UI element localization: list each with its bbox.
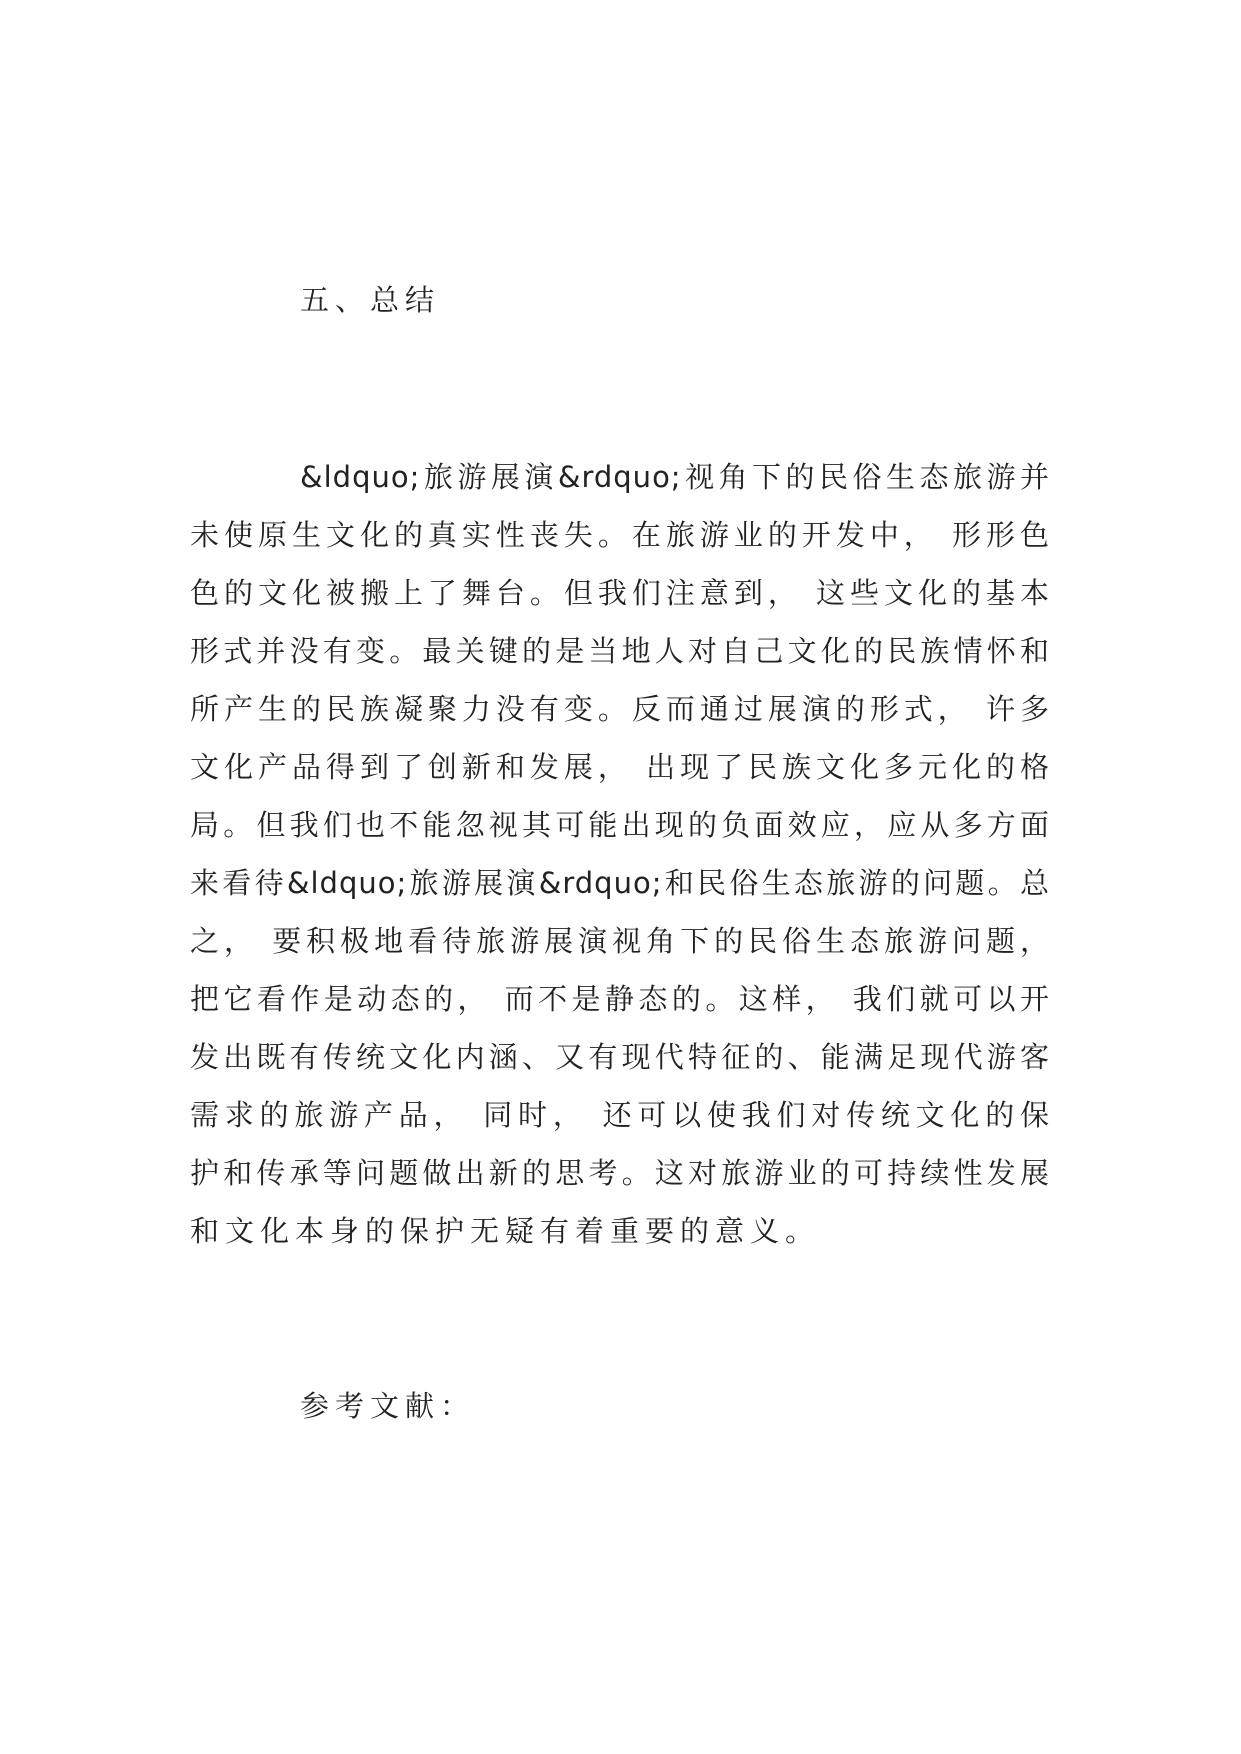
- paragraph-line: 和文化本身的保护无疑有着重要的意义。: [190, 1214, 821, 1248]
- references-heading: 参考文献：: [300, 1389, 476, 1423]
- body-paragraph: [190, 448, 1050, 1260]
- paragraph-line: 之， 要积极地看待旅游展演视角下的民俗生态旅游问题，: [190, 924, 1050, 958]
- paragraph-line: 文化产品得到了创新和发展， 出现了民族文化多元化的格: [190, 750, 1050, 784]
- paragraph-line: 护和传承等问题做出新的思考。这对旅游业的可持续性发展: [190, 1156, 1050, 1190]
- paragraph-line: 未使原生文化的真实性丧失。在旅游业的开发中， 形形色: [190, 518, 1050, 552]
- paragraph-line: &ldquo;旅游展演&rdquo;视角下的民俗生态旅游并: [300, 460, 1050, 494]
- paragraph-line: 需求的旅游产品， 同时， 还可以使我们对传统文化的保: [190, 1098, 1050, 1132]
- paragraph-line: 来看待&ldquo;旅游展演&rdquo;和民俗生态旅游的问题。总: [190, 866, 1050, 900]
- paragraph-line: 形式并没有变。最关键的是当地人对自己文化的民族情怀和: [190, 634, 1050, 668]
- paragraph-line: 发出既有传统文化内涵、又有现代特征的、能满足现代游客: [190, 1040, 1050, 1074]
- paragraph-line: 所产生的民族凝聚力没有变。反而通过展演的形式， 许多: [190, 692, 1050, 726]
- paragraph-line: 色的文化被搬上了舞台。但我们注意到， 这些文化的基本: [190, 576, 1050, 610]
- paragraph-line: 把它看作是动态的， 而不是静态的。这样， 我们就可以开: [190, 982, 1050, 1016]
- paragraph-line: 局。但我们也不能忽视其可能出现的负面效应，应从多方面: [190, 808, 1050, 842]
- section-heading: 五、总结: [300, 283, 441, 317]
